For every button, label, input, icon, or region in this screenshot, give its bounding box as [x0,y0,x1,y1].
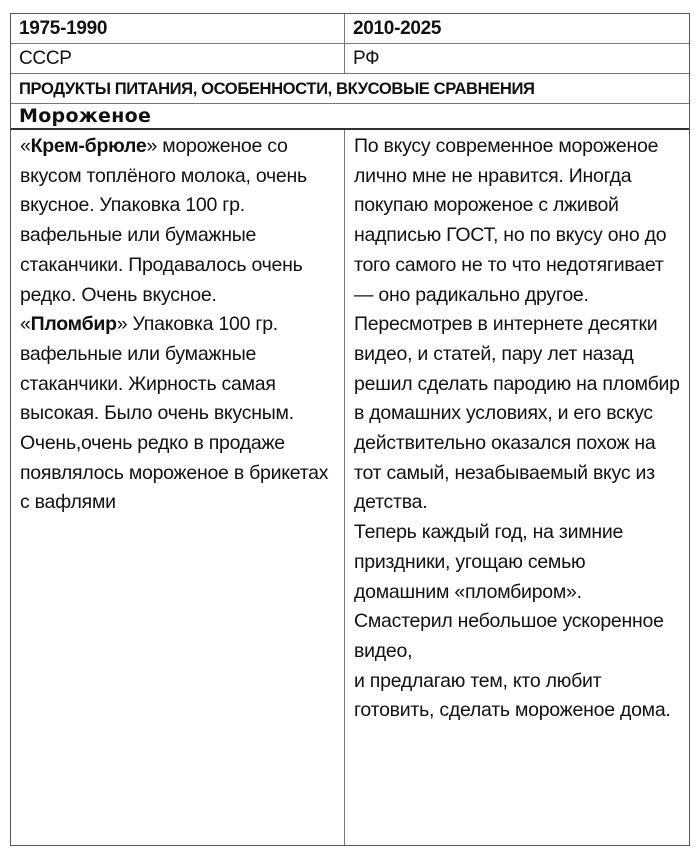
creme-brulee-paragraph [20,132,340,310]
country-rf: РФ [353,48,380,69]
creme-brulee-name: Крем-брюле [30,135,147,157]
plombir-name: Пломбир [30,313,117,336]
period-ussr: 1975-1990 [11,14,345,44]
topic-title: Мороженое [19,105,152,127]
quote-open: « [20,313,31,336]
plombir-paragraph [20,310,340,429]
plombir-text: » Упаковка 100 гр. вафельные или бумажные стаканчики. Жирность самая высокая. Было очень вкусным. [20,313,294,425]
holidays-paragraph: Теперь каждый год, на зимние приздники, угощаю семью домашним «пломбиром». [354,521,624,603]
invitation-paragraph: и предлагаю тем, кто любит готовить, сделать мороженое дома. [354,669,671,722]
modern-taste-paragraph: По вкусу современное мороженое лично мне не нравится. Иногда покупаю мороженое с лживой надписью ГОСТ, но по вкусу оно до того самого не то что недотягивает — оно радикально другое. [354,135,667,306]
topic-row [11,104,689,130]
country-ussr: СССР [11,44,345,73]
creme-brulee-text: » мороженое со вкусом топлёного молока, очень вкусное. Упаковка 100 гр. вафельные или бумажные стаканчики. Продавалось очень редко. Очень вкусное. [20,135,307,306]
briquettes-paragraph: Очень,очень редко в продаже появлялось мороженое в брикетах с вафлями [20,432,329,514]
quote-open: « [20,135,31,157]
body-row [11,130,689,845]
header-row-periods [11,14,689,44]
section-row [11,74,689,104]
rf-description [345,130,689,845]
section-title: ПРОДУКТЫ ПИТАНИЯ, ОСОБЕННОСТИ, ВКУСОВЫЕ СРАВНЕНИЯ [19,79,535,98]
ussr-description [11,130,345,845]
header-row-countries [11,44,689,74]
homemade-paragraph: Пересмотрев в интернете десятки видео, и статей, пару лет назад решил сделать пародию на пломбир в домашних условиях, и его вскус действительно оказался похож на тот самый, незабываемый вкус из детства. [354,313,680,514]
period-rf: 2010-2025 [353,17,442,39]
video-paragraph: Смастерил небольшое ускоренное видео, [354,610,664,662]
comparison-table [10,13,690,846]
